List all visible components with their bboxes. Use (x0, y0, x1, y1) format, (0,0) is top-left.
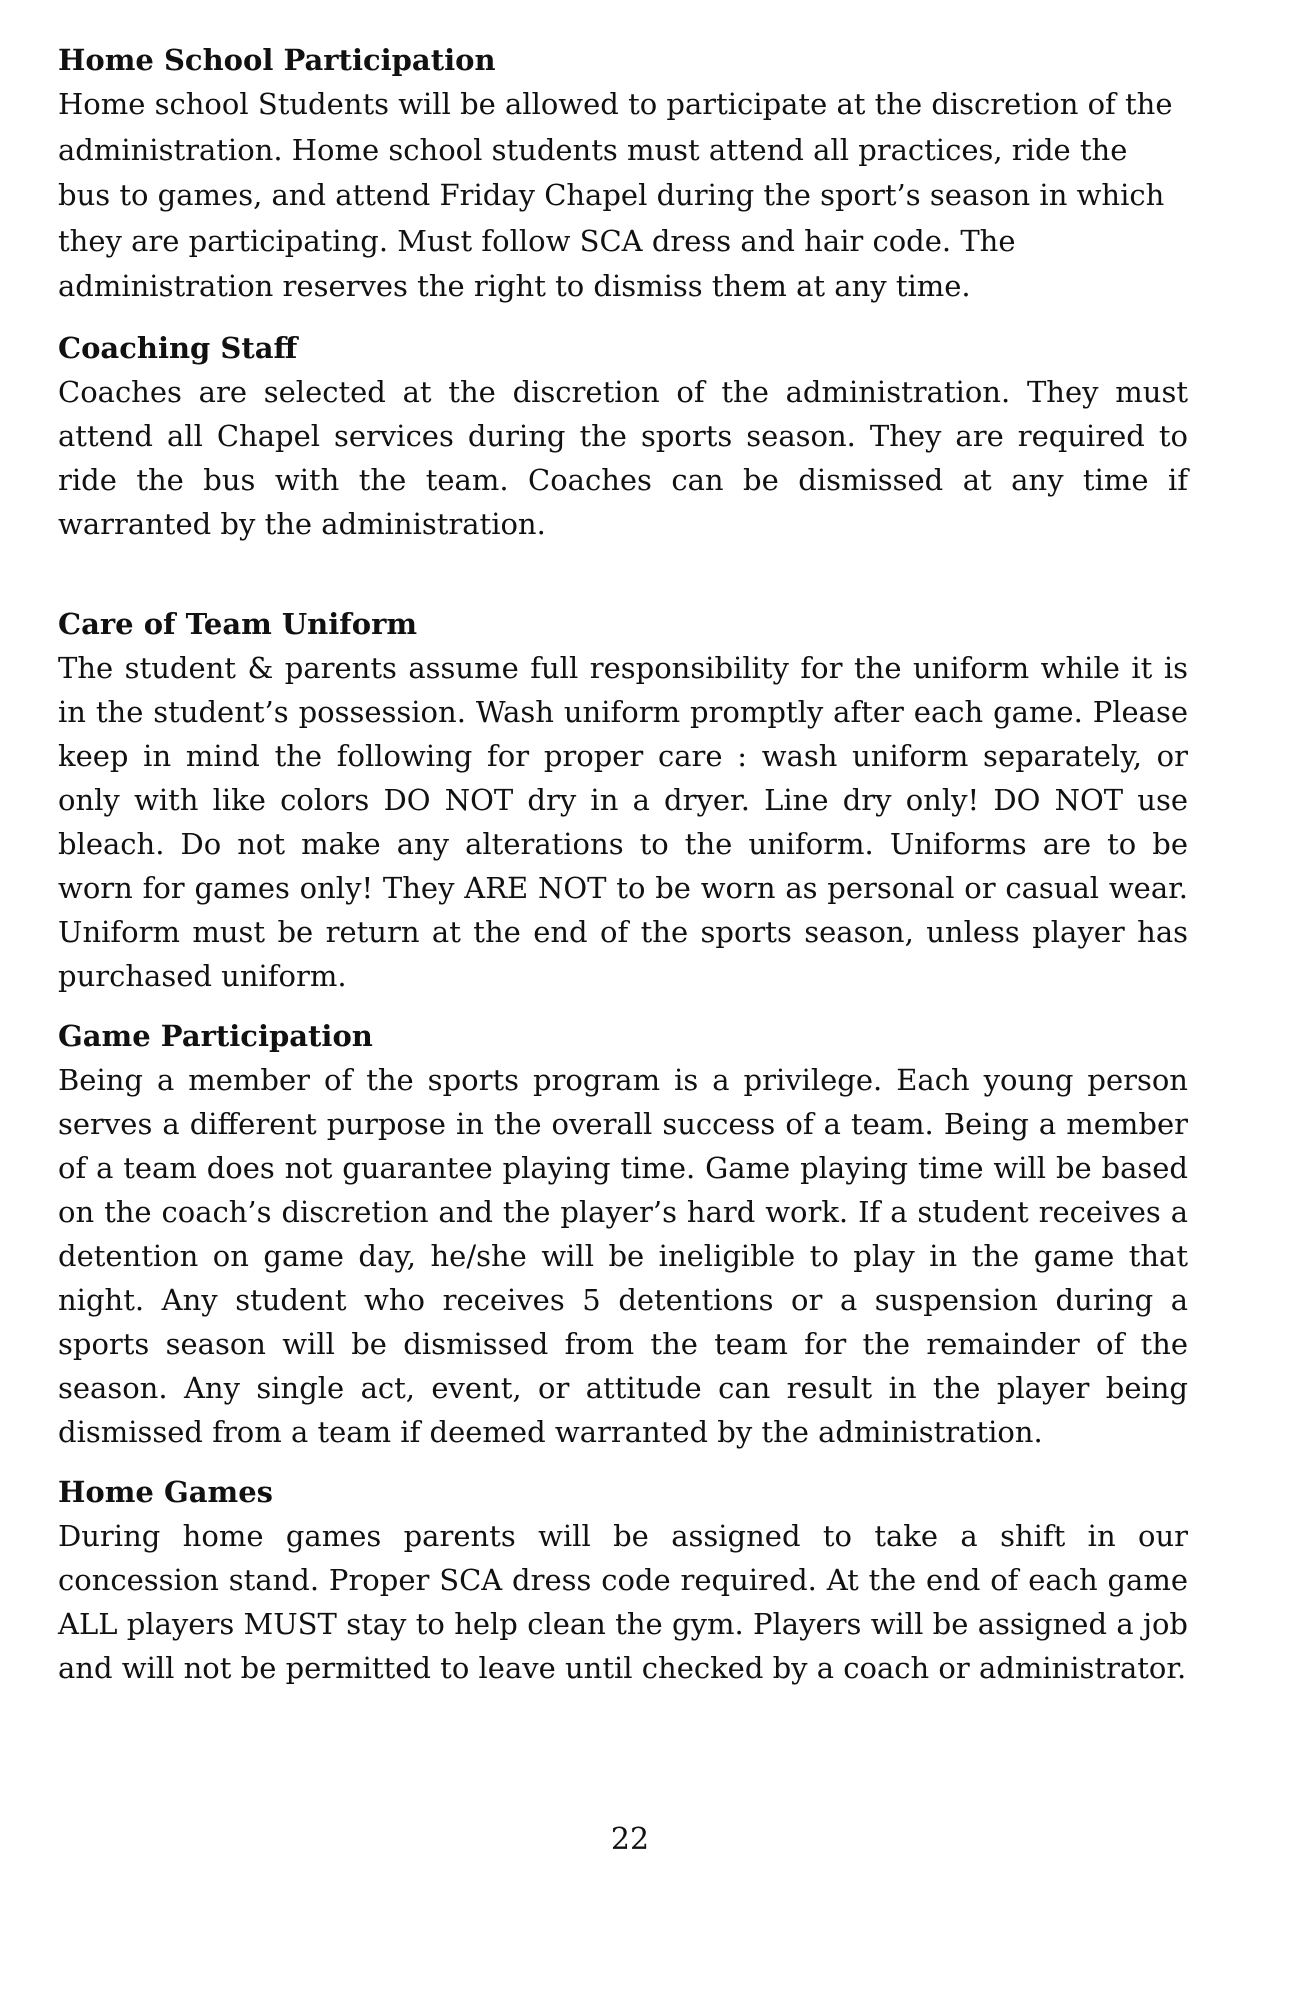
section-heading: Home School Participation (58, 43, 496, 77)
section-heading: Care of Team Uniform (58, 606, 418, 641)
document-page (58, 38, 1188, 1690)
page-number: 22 (610, 1822, 650, 1857)
section-body: During home games parents will be assigned to take a shift in our concession stand. Proper SCA dress code required. At the end of each game ALL players MUST stay to help clean the gym. Players will be assigned a job and will not be permitted to leave until checked by a coach or administrator. (58, 1518, 1188, 1685)
section-body: The student & parents assume full responsibility for the uniform while it is in the student’s possession. Wash uniform promptly after each game. Please keep in mind the following for proper care : wash uniform separately, or only with like colors DO NOT dry in a dryer. Line dry only! DO NOT use bleach. Do not make any alterations to the uniform. Uniforms are to be worn for games only! They ARE NOT to be worn as personal or casual wear. Uniform must be return at the end of the sports season, unless player has purchased uniform. (58, 650, 1188, 993)
section-heading: Coaching Staff (58, 330, 298, 365)
section-game-participation (58, 1014, 1188, 1454)
section-body: Being a member of the sports program is a privilege. Each young person serves a different purpose in the overall success of a team. Being a member of a team does not guarantee playing time. Game playing time will be based on the coach’s discretion and the player’s hard work. If a student receives a detention on game day, he/she will be ineligible to play in the game that night. Any student who receives 5 detentions or a suspension during a sports season will be dismissed from the team for the remainder of the season. Any single act, event, or attitude can result in the player being dismissed from a team if deemed warranted by the administration. (58, 1062, 1188, 1449)
section-home-school-participation (58, 38, 1188, 310)
section-heading: Game Participation (58, 1018, 373, 1053)
section-care-of-team-uniform (58, 602, 1188, 998)
section-body: Coaches are selected at the discretion of the administration. They must attend all Chapel services during the sports season. They are required to ride the bus with the team. Coaches can be dismissed at any time if warranted by the administration. (58, 374, 1188, 541)
section-heading: Home Games (58, 1474, 273, 1509)
section-home-games (58, 1470, 1188, 1690)
section-coaching-staff (58, 326, 1188, 546)
section-body: Home school Students will be allowed to participate at the discretion of the administration. Home school students must attend all practices, ride the bus to games, and attend Friday Chapel during the sport’s season in which they are participating. Must follow SCA dress and hair code. The administration reserves the right to dismiss them at any time. (58, 87, 1173, 303)
